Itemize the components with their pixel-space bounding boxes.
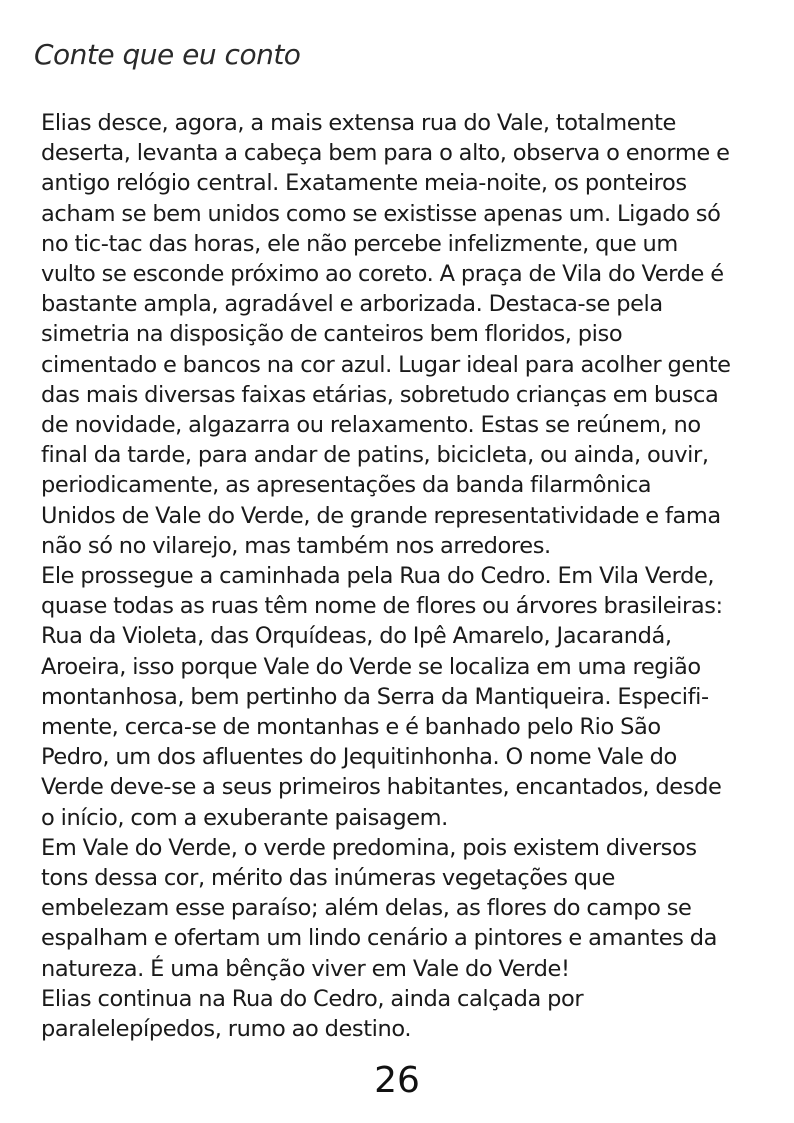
text-line: antigo relógio central. Exatamente meia-noite, os ponteiros: [41, 170, 687, 197]
text-line: Verde deve-se a seus primeiros habitantes, encantados, desde: [41, 774, 722, 801]
text-line: Elias continua na Rua do Cedro, ainda calçada por: [41, 985, 584, 1012]
running-header-title: Conte que eu conto: [34, 38, 301, 71]
text-line: Rua da Violeta, das Orquídeas, do Ipê Amarelo, Jacarandá,: [41, 623, 672, 650]
text-line: não só no vilarejo, mas também nos arredores.: [41, 532, 551, 559]
text-line: tons dessa cor, mérito das inúmeras vegetações que: [41, 865, 615, 892]
text-line: Ele prossegue a caminhada pela Rua do Cedro. Em Vila Verde,: [41, 563, 715, 590]
paragraph-1: [41, 108, 756, 561]
text-line: bastante ampla, agradável e arborizada. Destaca-se pela: [41, 291, 663, 318]
text-line: Unidos de Vale do Verde, de grande representatividade e fama: [41, 502, 721, 529]
text-line: Aroeira, isso porque Vale do Verde se localiza em uma região: [41, 653, 701, 680]
text-line: periodicamente, as apresentações da banda filarmônica: [41, 472, 652, 499]
text-line: o início, com a exuberante paisagem.: [41, 804, 448, 831]
text-line: vulto se esconde próximo ao coreto. A praça de Vila do Verde é: [41, 261, 724, 288]
body-text: [41, 108, 756, 1044]
text-line: deserta, levanta a cabeça bem para o alto, observa o enorme e: [41, 140, 730, 167]
text-line: Elias desce, agora, a mais extensa rua do Vale, totalmente: [41, 110, 676, 136]
text-line: Pedro, um dos afluentes do Jequitinhonha. O nome Vale do: [41, 744, 677, 771]
text-line: final da tarde, para andar de patins, bicicleta, ou ainda, ouvir,: [41, 442, 709, 469]
text-line: no tic-tac das horas, ele não percebe infelizmente, que um: [41, 230, 678, 257]
paragraph-2: [41, 561, 756, 833]
paragraph-4: [41, 984, 756, 1044]
text-line: embelezam esse paraíso; além delas, as flores do campo se: [41, 895, 692, 922]
text-line: mente, cerca-se de montanhas e é banhado pelo Rio São: [41, 714, 661, 741]
text-line: das mais diversas faixas etárias, sobretudo crianças em busca: [41, 381, 719, 408]
text-line: natureza. É uma bênção viver em Vale do Verde!: [41, 955, 570, 982]
text-line: quase todas as ruas têm nome de flores ou árvores brasileiras:: [41, 593, 723, 620]
text-line: de novidade, algazarra ou relaxamento. Estas se reúnem, no: [41, 412, 701, 439]
text-line: montanhosa, bem pertinho da Serra da Mantiqueira. Especifi-: [41, 683, 709, 710]
text-line: acham se bem unidos como se existisse apenas um. Ligado só: [41, 200, 721, 227]
text-line: cimentado e bancos na cor azul. Lugar ideal para acolher gente: [41, 351, 731, 378]
page-number: 26: [374, 1060, 420, 1101]
text-line: Em Vale do Verde, o verde predomina, pois existem diversos: [41, 834, 697, 861]
text-line: paralelepípedos, rumo ao destino.: [41, 1016, 412, 1043]
paragraph-3: [41, 833, 756, 984]
text-line: simetria na disposição de canteiros bem floridos, piso: [41, 321, 623, 348]
text-line: espalham e ofertam um lindo cenário a pintores e amantes da: [41, 925, 717, 952]
